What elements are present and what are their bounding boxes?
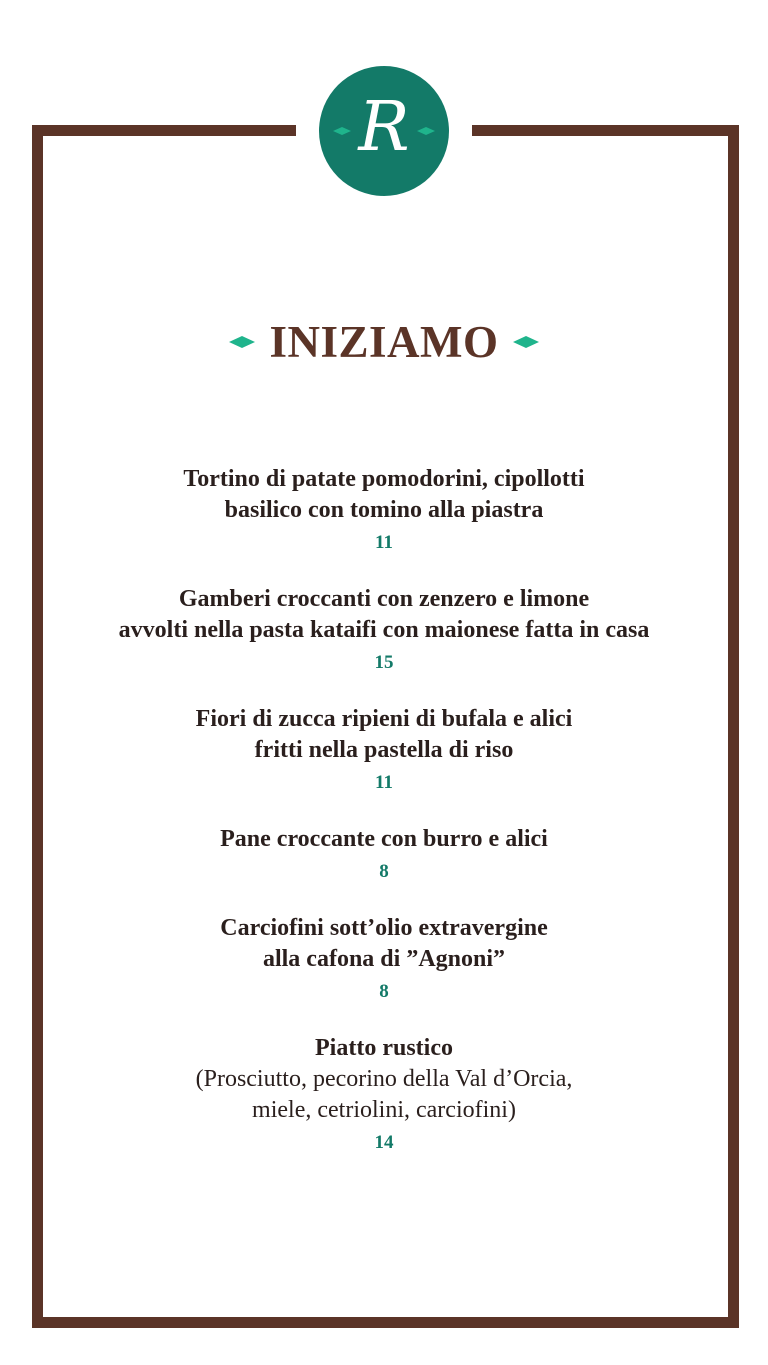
menu-item bbox=[44, 464, 724, 556]
section-heading bbox=[0, 312, 768, 372]
item-name: Piatto rustico bbox=[315, 1035, 453, 1061]
diamond-left-icon bbox=[229, 336, 255, 348]
item-name: Fiori di zucca ripieni di bufala e alici bbox=[195, 706, 573, 732]
item-price: 8 bbox=[379, 861, 389, 882]
item-name: Tortino di patate pomodorini, cipollotti bbox=[183, 466, 585, 492]
menu-item bbox=[44, 584, 724, 676]
item-name: Pane croccante con burro e alici bbox=[220, 826, 548, 852]
item-price: 11 bbox=[375, 532, 393, 553]
menu-item bbox=[44, 704, 724, 796]
item-price: 11 bbox=[375, 772, 393, 793]
item-price: 8 bbox=[379, 981, 389, 1002]
section-title: INIZIAMO bbox=[269, 317, 499, 367]
logo-letter: R bbox=[358, 88, 410, 167]
item-name: Gamberi croccanti con zenzero e limone bbox=[178, 586, 590, 612]
item-name: alla cafona di ”Agnoni” bbox=[262, 946, 506, 972]
item-name: basilico con tomino alla piastra bbox=[224, 497, 544, 523]
menu-item bbox=[44, 1033, 724, 1156]
menu-item bbox=[44, 913, 724, 1005]
item-details: (Prosciutto, pecorino della Val d’Orcia, bbox=[195, 1066, 573, 1092]
item-details: miele, cetriolini, carciofini) bbox=[252, 1097, 516, 1123]
restaurant-logo bbox=[319, 66, 449, 196]
item-price: 14 bbox=[374, 1132, 394, 1153]
item-name: Carciofini sott’olio extravergine bbox=[220, 915, 548, 941]
item-name: avvolti nella pasta kataifi con maionese fatta in casa bbox=[118, 617, 650, 643]
item-name: fritti nella pastella di riso bbox=[254, 737, 514, 763]
menu-items bbox=[44, 464, 724, 1184]
diamond-right-icon bbox=[513, 336, 539, 348]
item-price: 15 bbox=[374, 652, 394, 673]
menu-item bbox=[44, 824, 724, 885]
